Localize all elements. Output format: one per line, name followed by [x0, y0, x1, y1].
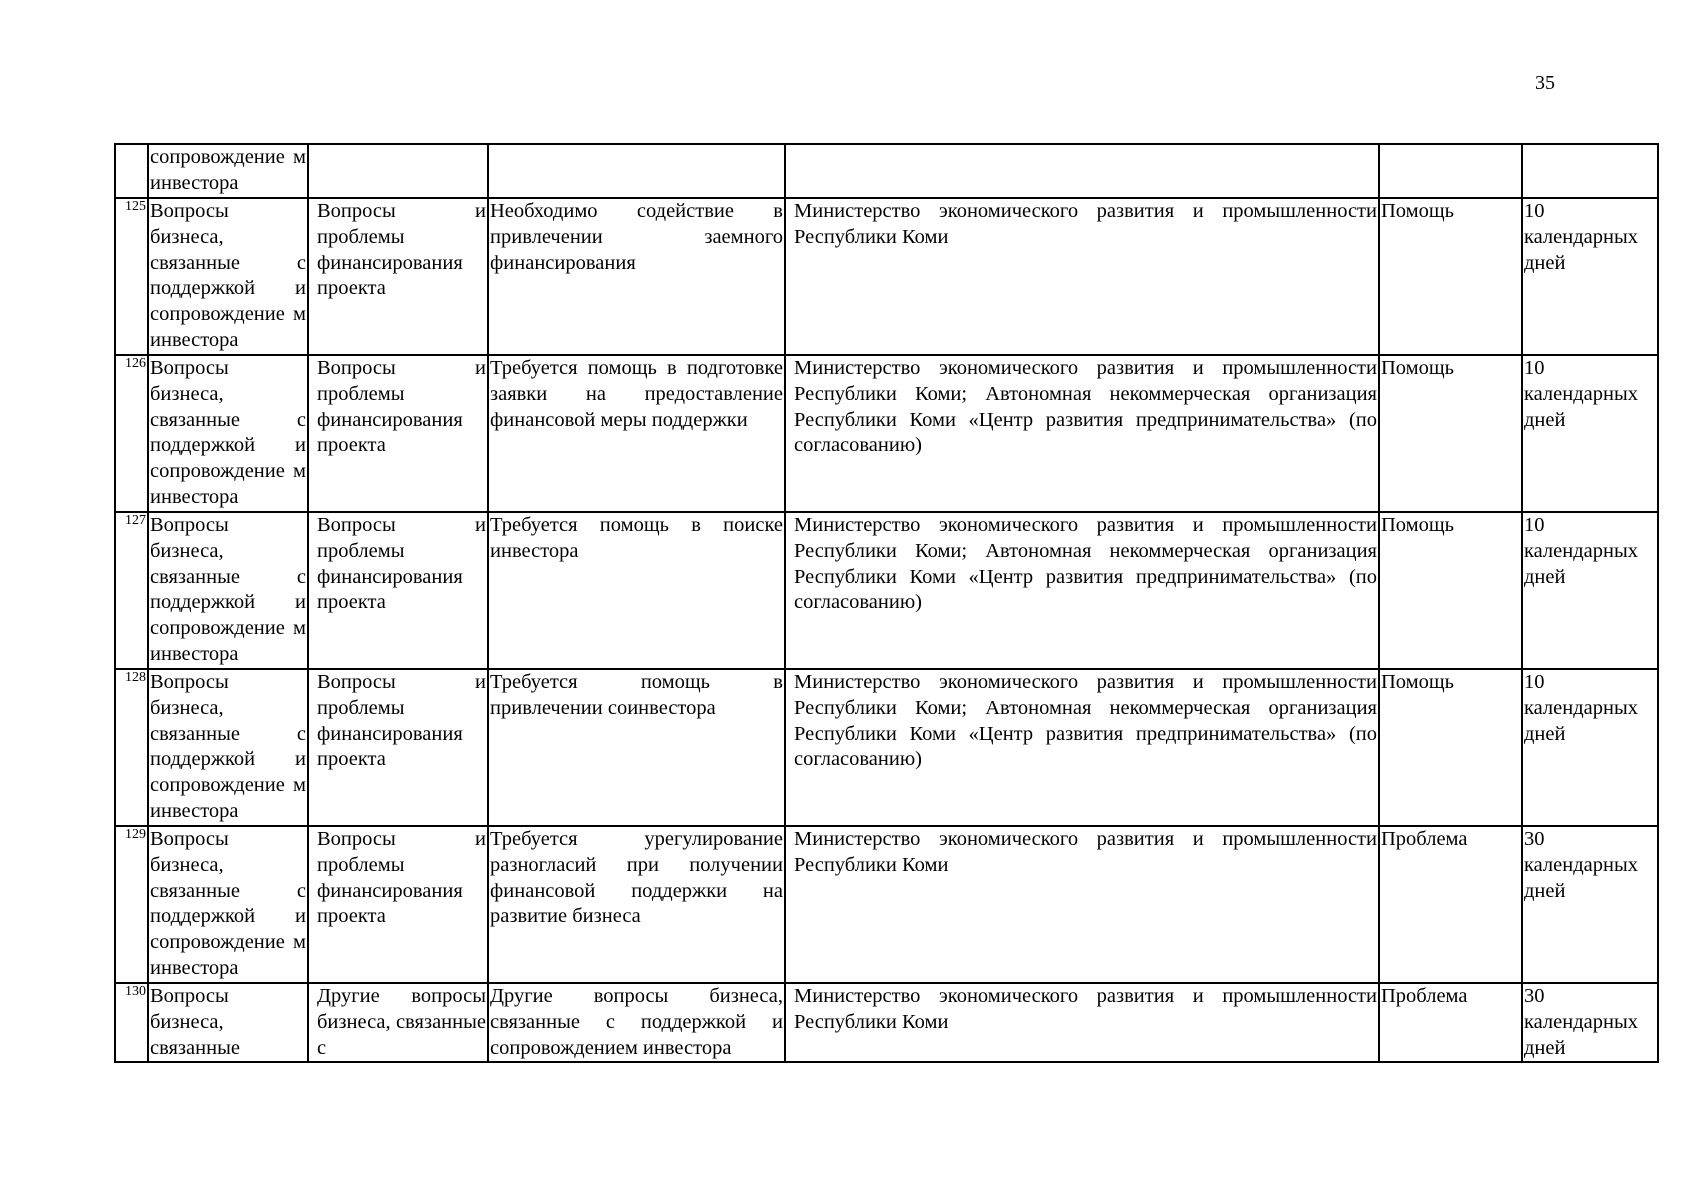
row-number: 126	[115, 355, 148, 512]
subject-cell: Вопросы и проблемы финансирования проекта	[308, 512, 488, 669]
category-cell: Вопросы бизнеса, связанные с поддержкой и сопровождение м инвестора	[148, 669, 308, 826]
term-cell: 10 календарных дней	[1522, 355, 1658, 512]
category-cell: Вопросы бизнеса, связанные с поддержкой и сопровождение м инвестора	[148, 355, 308, 512]
authority-cell: Министерство экономического развития и промышленности Республики Коми; Автономная некоммерческая организация Республики Коми «Центр развития предпринимательства» (по согласованию)	[785, 355, 1379, 512]
description-cell: Необходимо содействие в привлечении заемного финансирования	[488, 198, 785, 355]
table-row	[115, 512, 1658, 669]
description-cell: Требуется помощь в поиске инвестора	[488, 512, 785, 669]
description-cell: Требуется помощь в подготовке заявки на предоставление финансовой меры поддержки	[488, 355, 785, 512]
authority-cell	[785, 144, 1379, 198]
row-number: 129	[115, 826, 148, 983]
term-cell: 30 календарных дней	[1522, 983, 1658, 1062]
subject-cell	[308, 144, 488, 198]
category-cell: сопровождение м инвестора	[148, 144, 308, 198]
row-number: 127	[115, 512, 148, 669]
term-cell: 30 календарных дней	[1522, 826, 1658, 983]
type-cell: Помощь	[1379, 512, 1522, 669]
page-number: 35	[1535, 72, 1555, 94]
row-number: 130	[115, 983, 148, 1062]
description-cell: Требуется помощь в привлечении соинвестора	[488, 669, 785, 826]
row-number: 125	[115, 198, 148, 355]
term-cell: 10 календарных дней	[1522, 512, 1658, 669]
category-cell: Вопросы бизнеса, связанные	[148, 983, 308, 1062]
table-row	[115, 669, 1658, 826]
table-row	[115, 355, 1658, 512]
type-cell: Помощь	[1379, 355, 1522, 512]
table-row	[115, 198, 1658, 355]
type-cell	[1379, 144, 1522, 198]
continuation-row	[115, 144, 1658, 198]
category-cell: Вопросы бизнеса, связанные с поддержкой и сопровождение м инвестора	[148, 198, 308, 355]
authority-cell: Министерство экономического развития и промышленности Республики Коми	[785, 983, 1379, 1062]
category-cell: Вопросы бизнеса, связанные с поддержкой и сопровождение м инвестора	[148, 826, 308, 983]
term-cell: 10 календарных дней	[1522, 198, 1658, 355]
row-number-cell	[115, 144, 148, 198]
description-cell: Требуется урегулирование разногласий при получении финансовой поддержки на развитие бизнеса	[488, 826, 785, 983]
row-number: 128	[115, 669, 148, 826]
table-row	[115, 826, 1658, 983]
authority-cell: Министерство экономического развития и промышленности Республики Коми; Автономная некоммерческая организация Республики Коми «Центр развития предпринимательства» (по согласованию)	[785, 669, 1379, 826]
authority-cell: Министерство экономического развития и промышленности Республики Коми	[785, 826, 1379, 983]
type-cell: Помощь	[1379, 669, 1522, 826]
subject-cell: Вопросы и проблемы финансирования проекта	[308, 669, 488, 826]
term-cell: 10 календарных дней	[1522, 669, 1658, 826]
category-cell: Вопросы бизнеса, связанные с поддержкой и сопровождение м инвестора	[148, 512, 308, 669]
description-cell	[488, 144, 785, 198]
description-cell: Другие вопросы бизнеса, связанные с поддержкой и сопровождением инвестора	[488, 983, 785, 1062]
assistance-table	[114, 143, 1659, 1063]
subject-cell: Вопросы и проблемы финансирования проекта	[308, 826, 488, 983]
authority-cell: Министерство экономического развития и промышленности Республики Коми	[785, 198, 1379, 355]
term-cell	[1522, 144, 1658, 198]
table-row	[115, 983, 1658, 1062]
subject-cell: Вопросы и проблемы финансирования проекта	[308, 198, 488, 355]
type-cell: Проблема	[1379, 826, 1522, 983]
subject-cell: Вопросы и проблемы финансирования проекта	[308, 355, 488, 512]
subject-cell: Другие вопросы бизнеса, связанные с	[308, 983, 488, 1062]
type-cell: Помощь	[1379, 198, 1522, 355]
type-cell: Проблема	[1379, 983, 1522, 1062]
authority-cell: Министерство экономического развития и промышленности Республики Коми; Автономная некоммерческая организация Республики Коми «Центр развития предпринимательства» (по согласованию)	[785, 512, 1379, 669]
